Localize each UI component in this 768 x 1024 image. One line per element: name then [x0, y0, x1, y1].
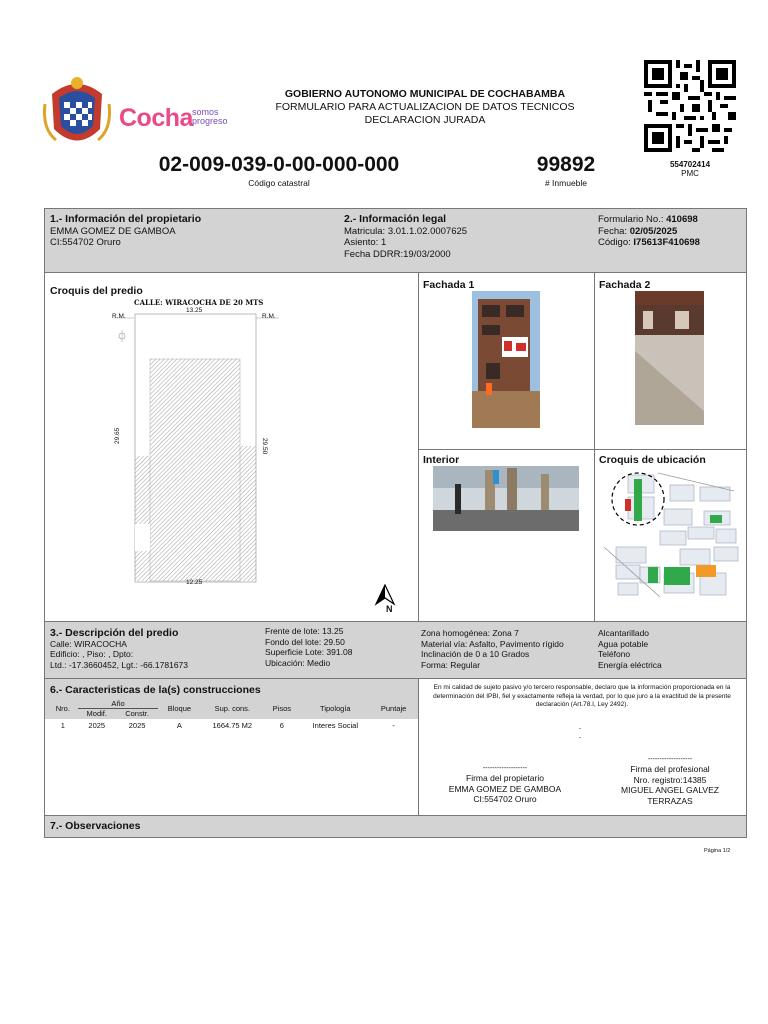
prof-name-line2: TERRAZAS — [647, 795, 693, 806]
prof-registro: Nro. registro:14385 — [633, 774, 707, 785]
fachada1-photo — [472, 291, 540, 428]
description-fondo: Fondo del lote: 29.50 — [265, 636, 345, 647]
qr-sub: PMC — [681, 169, 699, 178]
formulario-date: Fecha: 02/05/2025 — [598, 225, 678, 237]
ubicacion-title: Croquis de ubicación — [599, 454, 706, 466]
cocha-brand-logo — [119, 104, 239, 138]
cell-constr: 2025 — [128, 721, 146, 730]
servicio-item: Teléfono — [598, 649, 631, 659]
brand-tag-progreso: progreso — [192, 116, 228, 126]
col-header-tipologia: Tipología — [320, 704, 351, 713]
qr-id: 554702414 — [669, 160, 711, 169]
description-edificio: Edificio: , Piso: , Dpto: — [50, 649, 134, 659]
form-title-line2: DECLARACION JURADA — [364, 114, 486, 126]
owner-ci: CI:554702 Oruro — [50, 237, 121, 248]
description-zona: Zona homogénea: Zona 7 — [421, 628, 519, 638]
owner-section-title: 1.- Información del propietario — [50, 213, 202, 225]
owner-signature-label: Firma del propietario — [466, 773, 544, 783]
qr-code — [644, 60, 736, 152]
description-coords: Ltd.: -17.3660452, Lgt.: -66.1781673 — [50, 659, 189, 670]
owner-signature-line: ------------------- — [482, 765, 528, 772]
description-forma: Forma: Regular — [421, 659, 481, 670]
description-frente: Frente de lote: 13.25 — [265, 626, 344, 636]
observaciones-title: 7.- Observaciones — [50, 820, 141, 832]
observaciones-band — [44, 815, 747, 838]
bottom-dimension: 12.25 — [186, 579, 203, 586]
formulario-number: Formulario No.: 410698 — [598, 214, 698, 225]
col-header-anio: Año — [78, 699, 159, 709]
prof-signature-line: ------------------- — [647, 756, 693, 763]
owner-signature-name: EMMA GOMEZ DE GAMBOA — [448, 783, 562, 794]
description-inclinacion: Inclinación de 0 a 10 Grados — [421, 649, 530, 659]
description-superficie: Superficie Lote: 391.08 — [265, 647, 353, 657]
location-map — [604, 467, 742, 601]
cell-puntaje: - — [392, 721, 395, 730]
col-header-modif: Modif. — [86, 709, 107, 718]
interior-title: Interior — [423, 454, 460, 466]
fachada1-title: Fachada 1 — [423, 279, 475, 291]
col-header-puntaje: Puntaje — [380, 704, 407, 713]
cell-tipologia: Interes Social — [312, 721, 359, 730]
form-title-line1: FORMULARIO PARA ACTUALIZACION DE DATOS TECNICOS — [275, 101, 575, 113]
page-number: Página 1/2 — [704, 848, 731, 854]
cell-sup: 1664.75 M2 — [212, 721, 253, 730]
servicio-item: Energía eléctrica — [598, 659, 662, 670]
rm-left-label: R.M. — [112, 313, 126, 320]
cell-pisos: 6 — [279, 721, 284, 730]
top-dimension: 13.25 — [186, 307, 203, 314]
col-header-pisos: Pisos — [272, 704, 292, 713]
north-arrow-icon — [374, 584, 396, 614]
cell-nro: 1 — [60, 721, 65, 730]
brand-tag-somos: somos — [192, 107, 219, 117]
cell-modif: 2025 — [88, 721, 106, 730]
prof-name-line1: MIGUEL ANGEL GALVEZ — [621, 785, 719, 795]
fachada2-title: Fachada 2 — [599, 279, 651, 291]
legal-asiento: Asiento: 1 — [344, 237, 387, 248]
site-plan — [104, 296, 284, 588]
owner-name: EMMA GOMEZ DE GAMBOA — [50, 225, 176, 237]
servicio-item: Alcantarillado — [598, 628, 650, 638]
construcciones-table — [48, 699, 416, 730]
declaration-dash-2: - — [579, 734, 582, 741]
description-calle: Calle: WIRACOCHA — [50, 638, 127, 649]
right-dimension: 29.50 — [261, 438, 268, 455]
brand-word: Cocha — [119, 104, 193, 132]
rm-right-label: R.M. — [262, 313, 276, 320]
interior-photo — [433, 466, 579, 531]
servicio-item: Agua potable — [598, 638, 649, 649]
cell-bloque: A — [176, 721, 182, 730]
description-section-title: 3.- Descripción del predio — [50, 627, 179, 639]
legal-section-title: 2.- Información legal — [344, 213, 447, 225]
description-material: Material vía: Asfalto, Pavimento rígido — [421, 638, 564, 649]
fachada2-photo — [635, 291, 704, 425]
description-ubicacion: Ubicación: Medio — [265, 657, 331, 668]
gov-title: GOBIERNO AUTONOMO MUNICIPAL DE COCHABAMBA — [284, 88, 566, 100]
declaration-dash-1: - — [579, 725, 582, 732]
col-header-constr: Constr. — [125, 709, 149, 718]
street-label: CALLE: WIRACOCHA DE 20 MTS — [134, 298, 264, 307]
north-label: N — [386, 604, 393, 614]
col-header-bloque: Bloque — [167, 704, 192, 713]
col-header-nro: Nro. — [55, 704, 70, 713]
owner-signature-ci: CI:554702 Oruro — [473, 794, 537, 804]
left-dimension: 29.65 — [114, 427, 121, 444]
inmueble-number: 99892 — [536, 153, 596, 176]
declaration-text: En mi calidad de sujeto pasivo y/o tercero responsable, declaro que la información proporcionada en la determinación del IPBI, fiel y exactamente refleja la verdad, por lo que juro a la exactitud de la presente declaración (Art.78.I, Ley 2492). — [433, 684, 731, 708]
col-header-sup: Sup. cons. — [214, 704, 251, 713]
coat-of-arms-logo — [42, 74, 112, 150]
catastral-label: Código catastral — [248, 178, 310, 188]
table-row — [48, 721, 416, 730]
legal-fecha-ddrr: Fecha DDRR:19/03/2000 — [344, 248, 451, 260]
catastral-code: 02-009-039-0-00-000-000 — [158, 153, 400, 176]
construcciones-title: 6.- Caracteristicas de la(s) construcciones — [50, 684, 261, 696]
inmueble-label: # Inmueble — [544, 178, 588, 188]
prof-signature-label: Firma del profesional — [630, 764, 710, 774]
croquis-title: Croquis del predio — [50, 285, 143, 297]
formulario-code: Código: I75613F410698 — [598, 237, 700, 248]
legal-matricula: Matricula: 3.01.1.02.0007625 — [344, 225, 468, 237]
